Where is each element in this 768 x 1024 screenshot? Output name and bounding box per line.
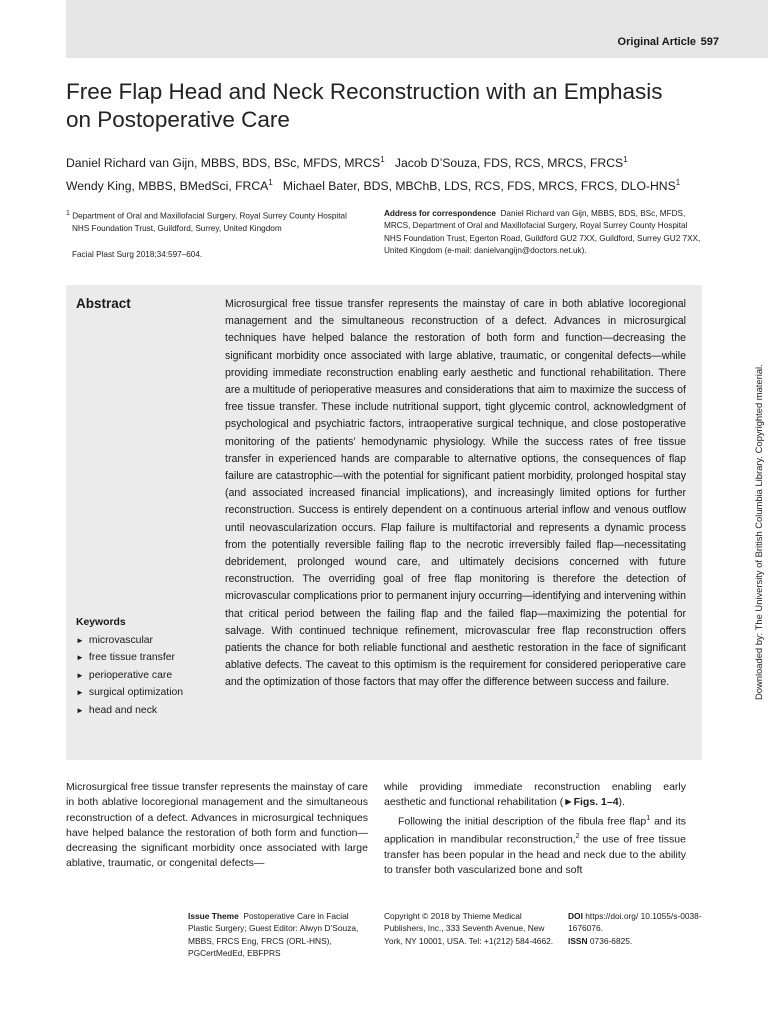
body-column-1: Microsurgical free tissue transfer represents the mainstay of care in both ablative locoregional management and the simultaneous reconstruction of a defect. Advances in microsurgical techniques have helped balance the restoration of both form and function—decreasing the significant morbidity once associated with large ablative, traumatic, or congenital defects— (66, 781, 368, 870)
footer-copyright: Copyright © 2018 by Thieme Medical Publishers, Inc., 333 Seventh Avenue, New York, NY 10001, USA. Tel: +1(212) 584-4662. (384, 911, 554, 946)
author-dsouza: Jacob D’Souza, FDS, RCS, MRCS, FRCS (394, 156, 624, 171)
keyword-item: ► perioperative care (76, 669, 173, 681)
arrow-right-icon: ► (76, 688, 84, 698)
citation: Facial Plast Surg 2018;34:597–604. (72, 249, 203, 259)
footer-doi: DOI https://doi.org/ 10.1055/s-0038-1676076. ISSN 0736-6825. (568, 911, 702, 946)
reference-link[interactable]: 1 (646, 814, 651, 822)
correspondence (384, 208, 704, 258)
author-line-2: Wendy King, MBBS, BMedSci, FRCA$^1$ Michael Bater, BDS, MBChB, LDS, RCS, FDS, MRCS, FRCS, DLO-HNS$^1$ (66, 178, 681, 194)
doi-link[interactable]: https://doi.org/ 10.1055/s-0038-1676076. (568, 911, 702, 934)
abstract-heading: Abstract (76, 296, 131, 311)
author-list (66, 150, 706, 196)
affiliation: $^1$ Department of Oral and Maxillofacial Surgery, Royal Surrey County Hospital NHS Foundation Trust, Guildford, Surrey, United Kingdom Facial Plast Surg 2018;34:597–604. (66, 208, 366, 261)
correspondence-label: Address for correspondence (384, 209, 496, 218)
keyword-item: ► head and neck (76, 704, 158, 716)
reference-link[interactable]: 2 (575, 833, 580, 841)
arrow-right-icon: ► (76, 670, 84, 680)
arrow-right-icon: ► (76, 653, 84, 663)
keyword-item: ► free tissue transfer (76, 652, 175, 664)
page-number: 597 (700, 36, 719, 48)
download-watermark: Downloaded by: The University of British Columbia Library. Copyrighted material. (753, 364, 764, 700)
article-title: Free Flap Head and Neck Reconstruction with an Emphasis on Postoperative Care (66, 79, 663, 132)
body-column-2: while providing immediate reconstruction enabling early aesthetic and functional rehabilitation (►Figs. 1–4). Following the initial description of the fibula free flap$^1$ and its application in mandibular reconstruction,$^2$ the use of free tissue transfer has been popular in the head and neck due to the ability to transfer both vascularized bone and soft (384, 781, 686, 877)
affiliation-text: Department of Oral and Maxillofacial Surgery, Royal Surrey County Hospital NHS Foundation Trust, Guildford, Surrey, United Kingdom (72, 211, 347, 233)
arrow-right-icon: ► (76, 705, 84, 715)
keywords-heading: Keywords (76, 617, 126, 628)
author-king: Wendy King, MBBS, BMedSci, FRCA (66, 179, 269, 194)
author-bater: Michael Bater, BDS, MBChB, LDS, RCS, FDS, MRCS, FRCS, DLO-HNS (282, 179, 676, 194)
arrow-right-icon: ► (76, 635, 84, 645)
author-line-1: Daniel Richard van Gijn, MBBS, BDS, BSc, MFDS, MRCS$^1$ Jacob D’Souza, FDS, RCS, MRCS, FRCS$^1$ (66, 155, 628, 171)
author-van-gijn: Daniel Richard van Gijn, MBBS, BDS, BSc, MFDS, MRCS (66, 156, 381, 171)
footer-issue-theme: Issue Theme Postoperative Care in Facial Plastic Surgery; Guest Editor: Alwyn D’Souza, MBBS, FRCS Eng, FRCS (ORL-HNS), PGCertMedEd, EBFPRS (188, 911, 359, 959)
figure-reference-link[interactable]: ►Figs. 1–4 (563, 796, 619, 809)
keyword-item: ► microvascular (76, 634, 154, 646)
correspondence-text: Daniel Richard van Gijn, MBBS, BDS, BSc, MFDS, MRCS, Department of Oral and Maxillofacial Surgery, Royal Surrey County Hospital NHS Foundation Trust, Egerton Road, Guildford GU2 7XX, Guildford, Surrey GU2 7XX, United Kingdom (e-mail: danielvangijn@doctors.net.uk). (384, 209, 701, 256)
header-bar (66, 0, 768, 58)
keyword-item: ► surgical optimization (76, 687, 184, 699)
abstract-text: Microsurgical free tissue transfer represents the mainstay of care in both ablative locoregional management and the simultaneous reconstruction of a defect. Advances in microsurgical techniques have helped balance the restoration of both form and function—decreasing the significant morbidity once associated with large ablative, traumatic, or congenital defects—while providing immediate reconstruction enabling early aesthetic and functional rehabilitation. There are a multitude of perioperative measures and considerations that aim to maximize the success of free tissue transfer. These include nutritional support, tight glycemic control, acknowledgment of psychological and psychiatric factors, intraoperative surgical technique, and close postoperative monitoring of the patients’ hemodynamic physiology. While the success rates of free tissue transfer in experienced hands are comparable to alternative options, the consequences of flap failure are catastrophic—with the potential for significant patient morbidity, prolonged hospital stay (and associated increased financial implications), and increasingly limited options for further reconstruction. Success is entirely dependent on a continuous arterial inflow and venous outflow until neovascularization occurs. Flap failure is multifactorial and represents a dynamic process from the potentially reversible failing flap to the necrotic irreversibly failed flap—necessitating debridement, prolonged wound care, and ultimately decisions concerned with future reconstruction. The overriding goal of free flap monitoring is therefore the detection of microvascular complications prior to permanent injury occurring—identifying and intervening within that critical period between the failing flap and the failed flap—maximizing the potential for salvage. With continued technique refinement, microvascular free flap reconstruction offers patients the chance for both reliable functional and aesthetic restoration in the face of significant ablative defects. The caveat to this optimism is the requirement for considered perioperative care and the optimization of those factors that may offer the difference between success and failure. (225, 298, 686, 689)
section-label: Original Article (617, 36, 696, 48)
keywords (76, 614, 221, 720)
